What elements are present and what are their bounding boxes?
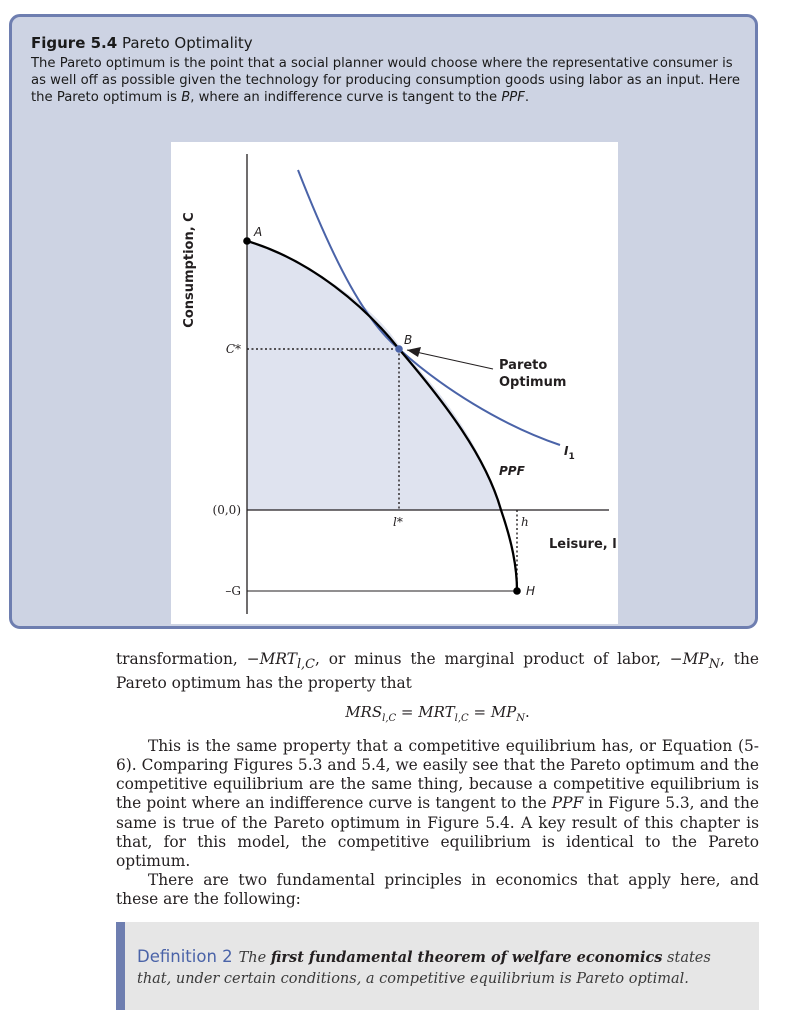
feasible-region (247, 241, 501, 510)
definition-box (116, 922, 759, 1010)
definition-pre: The (238, 950, 271, 966)
label-c-star: C* (225, 342, 241, 356)
definition-text (137, 946, 747, 990)
eq-period: . (525, 703, 530, 722)
caption-text-1: The Pareto optimum is the point that a social planner would choose where the representative consumer is as well off as possible given the technology for producing consumption goods using labor as an input. Here the Pareto optimum is (31, 56, 740, 105)
definition-label: Definition 2 (137, 947, 233, 966)
p2-text-b: in Figure 5.3, and the same is true of the Pareto optimum in Figure 5.4. A key result of this chapter is that, for this model, the competitive equilibrium is identical to the Pareto optimum. (116, 794, 759, 870)
caption-text-2: , where an indifference curve is tangent to the (190, 90, 502, 105)
eq-mrs: MRS (345, 703, 383, 722)
figure-header (31, 35, 751, 106)
label-i1-sub: 1 (568, 452, 575, 462)
body-text (116, 650, 759, 910)
point-h (513, 587, 521, 595)
figure-number: Figure 5.4 (31, 34, 118, 52)
label-point-b: B (404, 333, 413, 347)
p1-text-a: transformation, − (116, 650, 260, 668)
eq-equals-2: = (468, 703, 491, 722)
label-l-star: l* (393, 515, 403, 529)
eq-mp: MP (490, 703, 517, 722)
paragraph-2 (116, 737, 759, 871)
annotation-line-1: Pareto (499, 358, 548, 373)
eq-equals-1: = (396, 703, 419, 722)
label-ppf: PPF (499, 464, 525, 478)
p1-mrt: MRT (259, 650, 297, 668)
eq-mp-sub: N (516, 713, 526, 725)
label-origin: (0,0) (212, 503, 241, 517)
annotation-line-2: Optimum (499, 375, 567, 390)
p1-mp: MP (682, 650, 709, 668)
point-a (243, 237, 251, 245)
label-point-a: A (254, 225, 263, 239)
annotation-arrowhead (407, 347, 421, 357)
p1-mp-sub: N (708, 657, 720, 673)
figure-caption (31, 55, 751, 106)
p2-ppf: PPF (551, 794, 584, 813)
p2-text-a: This is the same property that a competitive equilibrium has, or Equation (5-6). Comparing Figures 5.3 and 5.4, we easily see that the Pareto optimum and the competitive equilibrium are the same thing, because a competitive equilibrium is the point where an indifference curve is tangent to the (116, 736, 759, 813)
label-point-h: H (526, 584, 536, 598)
definition-accent-bar (116, 922, 125, 1010)
figure-title (31, 35, 751, 52)
caption-ppf: PPF (501, 90, 525, 105)
p1-text-c: , the Pareto optimum has the property that (116, 650, 759, 693)
p1-mrt-sub: l,C (296, 657, 315, 673)
figure-title-text: Pareto Optimality (121, 34, 253, 52)
equation (116, 703, 759, 728)
eq-mrt-sub: l,C (454, 713, 469, 725)
label-i1-main: I (564, 444, 569, 458)
point-b (395, 345, 403, 353)
y-axis-label: Consumption, C (182, 212, 197, 328)
p1-text-b: , or minus the marginal product of labor, − (314, 650, 683, 668)
paragraph-1 (116, 650, 759, 693)
label-neg-g: –G (225, 584, 241, 598)
x-axis-label: Leisure, l (549, 537, 617, 552)
caption-text-3: . (524, 90, 530, 105)
definition-term: first fundamental theorem of welfare economics (270, 949, 663, 966)
pareto-chart (171, 142, 618, 624)
chart-svg (171, 142, 618, 624)
figure-box (9, 14, 758, 629)
eq-mrt: MRT (418, 703, 455, 722)
caption-point-b: B (181, 90, 191, 105)
eq-mrs-sub: l,C (382, 713, 397, 725)
paragraph-3: There are two fundamental principles in economics that apply here, and these are the following: (116, 871, 759, 909)
label-i1 (564, 444, 575, 462)
definition-post: states that, under certain conditions, a competitive equilibrium is Pareto optimal. (137, 950, 711, 987)
label-h: h (521, 515, 529, 529)
